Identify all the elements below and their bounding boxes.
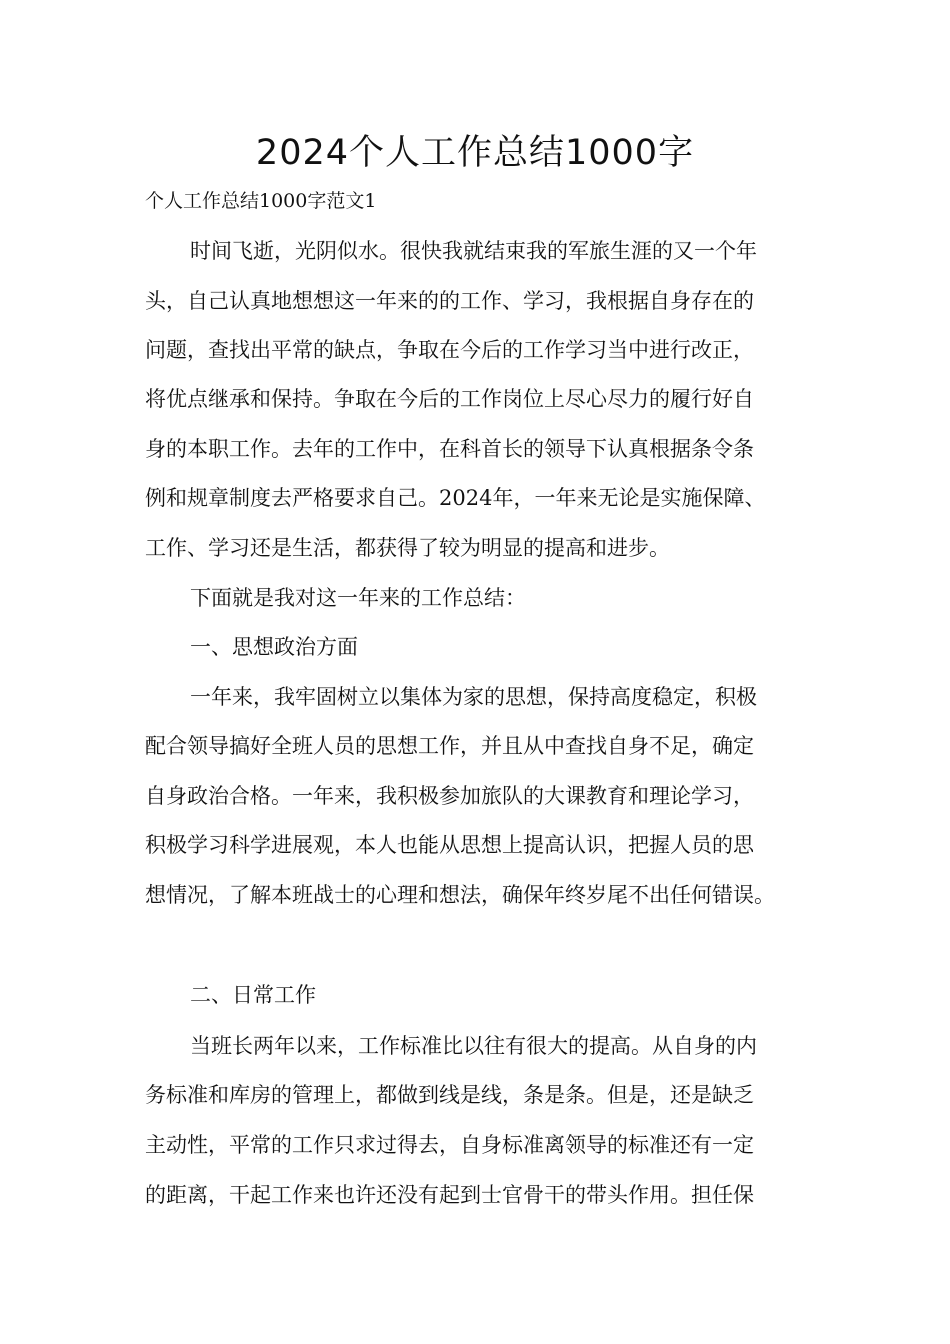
paragraph-line: 头，自己认真地想想这一年来的的工作、学习，我根据自身存在的 (145, 289, 754, 313)
section-heading: 一、思想政治方面 (190, 635, 358, 659)
paragraph-line: 一年来，我牢固树立以集体为家的思想，保持高度稳定，积极 (190, 685, 757, 709)
paragraph-line: 工作、学习还是生活，都获得了较为明显的提高和进步。 (145, 536, 670, 560)
paragraph-line: 身的本职工作。去年的工作中，在科首长的领导下认真根据条令条 (145, 437, 754, 461)
paragraph-line: 例和规章制度去严格要求自己。2024年，一年来无论是实施保障、 (145, 486, 766, 510)
paragraph-line: 自身政治合格。一年来，我积极参加旅队的大课教育和理论学习， (145, 784, 754, 808)
paragraph-line: 想情况，了解本班战士的心理和想法，确保年终岁尾不出任何错误。 (145, 883, 775, 907)
paragraph-line: 主动性，平常的工作只求过得去，自身标准离领导的标准还有一定 (145, 1133, 754, 1157)
paragraph-line: 下面就是我对这一年来的工作总结： (190, 586, 526, 610)
document-title: 2024个人工作总结1000字 (255, 133, 695, 173)
paragraph-line: 积极学习科学进展观，本人也能从思想上提高认识，把握人员的思 (145, 833, 754, 857)
paragraph-line: 时间飞逝，光阴似水。很快我就结束我的军旅生涯的又一个年 (190, 239, 757, 263)
paragraph-line: 当班长两年以来，工作标准比以往有很大的提高。从自身的内 (190, 1034, 757, 1058)
paragraph-line: 的距离，干起工作来也许还没有起到士官骨干的带头作用。担任保 (145, 1183, 754, 1207)
paragraph-line: 务标准和库房的管理上，都做到线是线，条是条。但是，还是缺乏 (145, 1083, 754, 1107)
section-heading: 二、日常工作 (190, 983, 316, 1007)
paragraph-line: 问题，查找出平常的缺点，争取在今后的工作学习当中进行改正， (145, 338, 754, 362)
paragraph-line: 将优点继承和保持。争取在今后的工作岗位上尽心尽力的履行好自 (145, 387, 754, 411)
paragraph-line: 配合领导搞好全班人员的思想工作，并且从中查找自身不足，确定 (145, 734, 754, 758)
document-subtitle: 个人工作总结1000字范文1 (145, 190, 377, 212)
